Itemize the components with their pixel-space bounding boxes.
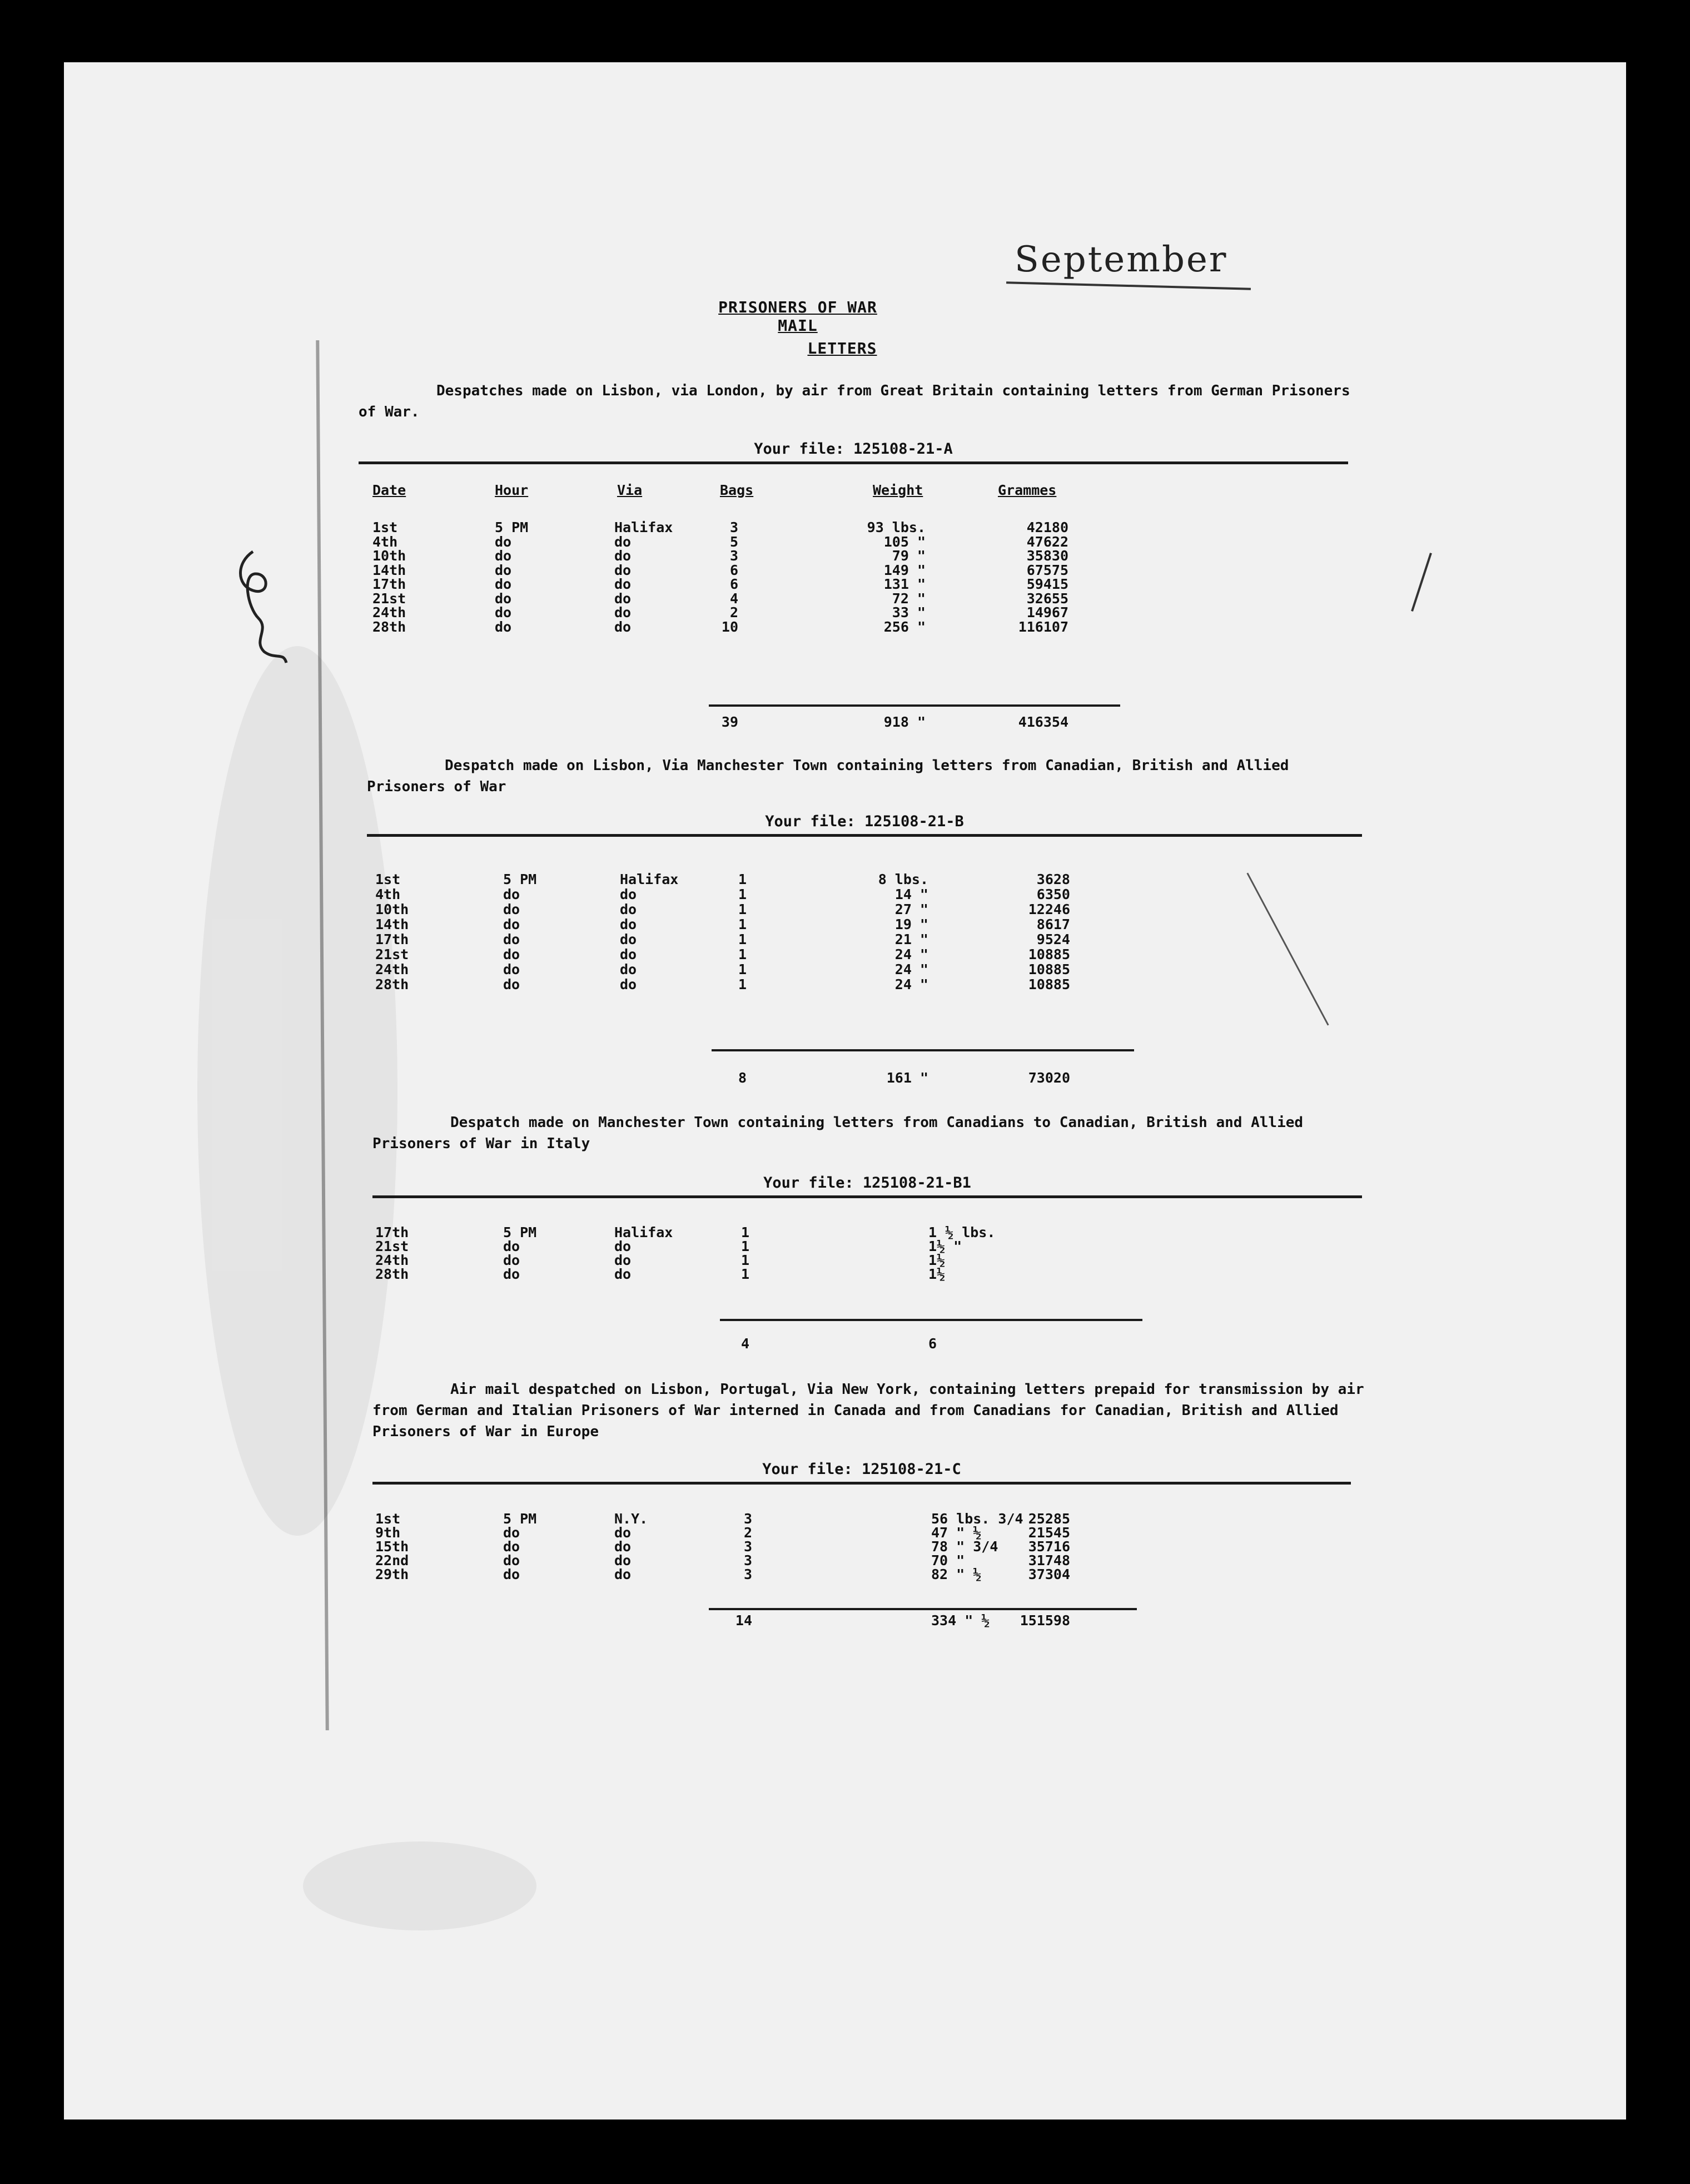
cell-weight: 105 " [883,533,926,550]
cell-weight: 24 " [894,961,928,977]
cell-date: 21st [375,946,409,962]
cell-date: 24th [375,1252,409,1268]
cell-via: do [620,886,637,902]
cell-grammes: 47622 [1026,533,1068,550]
cell-weight: 14 " [894,886,928,902]
cell-bags: 1 [738,871,747,887]
cell-hour: do [503,931,520,947]
section-d-intro: Air mail despatched on Lisbon, Portugal, Via New York, containing letters prepaid for transmission by air from German and Italian Prisoners of War interned in Canada and from Canadians for Canadian, British and Allied Prisoners of War in Europe [372,1381,1364,1440]
cell-grammes: 21545 [1028,1525,1070,1541]
cell-grammes: 42180 [1026,519,1068,535]
cell-bags: 4 [729,590,738,607]
cell-date: 14th [372,562,406,578]
cell-via: do [614,1552,632,1568]
cell-via: do [614,562,632,578]
cell-bags: 1 [738,916,747,932]
cell-date: 15th [375,1538,409,1555]
cell-date: 17th [375,1224,409,1240]
cell-weight: 33 " [892,604,926,621]
cell-grammes: 12246 [1028,901,1070,917]
header-grammes: Grammes [998,482,1057,498]
cell-via: do [614,604,632,621]
cell-via: do [614,1566,632,1582]
cell-via: do [614,1238,632,1254]
cell-hour: do [495,562,512,578]
margin-tick [1411,553,1432,612]
cell-via: Halifax [614,519,673,535]
cell-date: 29th [375,1566,409,1582]
cell-date: 17th [372,576,406,592]
cell-weight: 24 " [894,976,928,992]
cell-weight: 1 ½ lbs. [928,1224,996,1240]
cell-grammes: 14967 [1026,604,1068,621]
cell-hour: do [503,886,520,902]
cell-hour: 5 PM [503,1224,537,1240]
total-bags: 14 [735,1612,752,1629]
section-d-rule [372,1482,1351,1485]
cell-grammes: 25285 [1028,1511,1070,1527]
cell-date: 10th [375,901,409,917]
cell-hour: do [495,548,512,564]
cell-grammes: 3628 [1036,871,1070,887]
section-d-total-rule [709,1608,1137,1610]
section-a-total-rule [709,704,1120,707]
cell-date: 4th [375,886,401,902]
cell-weight: 82 " ½ [931,1566,982,1582]
cell-via: do [614,533,632,550]
cell-via: do [614,590,632,607]
header-weight: Weight [873,482,923,498]
cell-via: do [620,946,637,962]
cell-hour: do [495,576,512,592]
cell-date: 1st [375,1511,401,1527]
cell-via: do [614,576,632,592]
cell-grammes: 37304 [1028,1566,1070,1582]
cell-weight: 21 " [894,931,928,947]
cell-grammes: 8617 [1036,916,1070,932]
section-c-rule [372,1195,1362,1198]
total-grammes: 416354 [1018,714,1068,730]
cell-bags: 1 [738,946,747,962]
cell-weight: 1½ " [928,1238,962,1254]
cell-weight: 78 " 3/4 [931,1538,998,1555]
cell-hour: do [503,1238,520,1254]
cell-grammes: 35830 [1026,548,1068,564]
cell-date: 10th [372,548,406,564]
cell-weight: 93 lbs. [867,519,926,535]
cell-hour: do [503,1252,520,1268]
section-b-total-rule [712,1049,1134,1051]
handwritten-annotation: September [1015,239,1228,280]
cell-bags: 1 [738,961,747,977]
cell-hour: do [503,1552,520,1568]
cell-hour: do [495,590,512,607]
cell-weight: 79 " [892,548,926,564]
header-date: Date [372,482,406,498]
cell-bags: 3 [729,548,738,564]
section-d-file: Your file: 125108-21-C [762,1461,961,1478]
cell-bags: 1 [740,1224,749,1240]
cell-hour: do [503,1525,520,1541]
scan-smudge [303,1841,536,1930]
cell-via: Halifax [620,871,679,887]
cell-hour: do [503,916,520,932]
cell-hour: do [495,618,512,635]
cell-grammes: 31748 [1028,1552,1070,1568]
document-title: PRISONERS OF WAR MAIL [718,298,877,335]
cell-hour: 5 PM [495,519,529,535]
cell-weight: 47 " ½ [931,1525,982,1541]
cell-bags: 2 [729,604,738,621]
cell-date: 1st [372,519,398,535]
cell-hour: do [503,1266,520,1282]
cell-bags: 6 [729,562,738,578]
total-weight: 918 " [883,714,926,730]
cell-via: do [614,618,632,635]
cell-weight: 149 " [883,562,926,578]
cell-date: 28th [375,976,409,992]
cell-hour: do [503,1566,520,1582]
cell-weight: 70 " [931,1552,965,1568]
cell-date: 17th [375,931,409,947]
cell-via: do [614,1252,632,1268]
cell-bags: 1 [738,886,747,902]
annotation-underline [1006,281,1251,290]
total-weight: 161 " [886,1070,928,1086]
cell-grammes: 35716 [1028,1538,1070,1555]
cell-hour: do [503,901,520,917]
section-a-intro: Despatches made on Lisbon, via London, by air from Great Britain containing letters from German Prisoners of War. [359,383,1350,420]
cell-bags: 3 [743,1538,752,1555]
cell-grammes: 59415 [1026,576,1068,592]
cell-date: 24th [372,604,406,621]
section-a-rule [359,461,1348,464]
cell-via: do [614,1266,632,1282]
cell-weight: 56 lbs. 3/4 [931,1511,1023,1527]
section-b-rule [367,834,1362,837]
cell-via: do [614,1525,632,1541]
cell-date: 4th [372,533,398,550]
cell-grammes: 116107 [1018,618,1068,635]
cell-date: 28th [375,1266,409,1282]
cell-bags: 1 [740,1252,749,1268]
section-c-intro: Despatch made on Manchester Town containing letters from Canadians to Canadian, British and Allied Prisoners of War in Italy [372,1114,1304,1152]
cell-hour: 5 PM [503,871,537,887]
cell-bags: 3 [743,1552,752,1568]
section-b-intro: Despatch made on Lisbon, Via Manchester Town containing letters from Canadian, British and Allied Prisoners of War [367,757,1289,795]
cell-via: do [620,931,637,947]
section-a-file: Your file: 125108-21-A [754,440,953,458]
cell-weight: 8 lbs. [878,871,928,887]
cell-hour: do [503,1538,520,1555]
cell-weight: 256 " [883,618,926,635]
cell-via: do [620,976,637,992]
cell-grammes: 32655 [1026,590,1068,607]
total-weight: 6 [928,1336,937,1352]
cell-hour: do [503,946,520,962]
cell-via: do [620,961,637,977]
total-weight: 334 " ½ [931,1612,990,1629]
cell-weight: 27 " [894,901,928,917]
section-b-file: Your file: 125108-21-B [765,813,964,830]
cell-date: 14th [375,916,409,932]
cell-weight: 72 " [892,590,926,607]
cell-hour: 5 PM [503,1511,537,1527]
scratch-mark [1246,872,1329,1025]
cell-bags: 3 [743,1566,752,1582]
header-via: Via [617,482,643,498]
cell-via: Halifax [614,1224,673,1240]
cell-hour: do [503,961,520,977]
section-c-file: Your file: 125108-21-B1 [763,1174,971,1192]
cell-hour: do [495,604,512,621]
section-c-total-rule [720,1319,1142,1321]
cell-via: do [614,548,632,564]
cell-grammes: 6350 [1036,886,1070,902]
cell-hour: do [495,533,512,550]
cell-bags: 1 [740,1266,749,1282]
cell-grammes: 10885 [1028,961,1070,977]
cell-bags: 1 [738,901,747,917]
cell-bags: 1 [738,931,747,947]
document-subtitle: LETTERS [807,339,877,358]
cell-bags: 1 [740,1238,749,1254]
cell-bags: 6 [729,576,738,592]
cell-date: 28th [372,618,406,635]
cell-date: 9th [375,1525,401,1541]
cell-grammes: 10885 [1028,946,1070,962]
cell-bags: 2 [743,1525,752,1541]
cell-weight: 24 " [894,946,928,962]
cell-bags: 3 [743,1511,752,1527]
cell-grammes: 10885 [1028,976,1070,992]
cell-via: do [614,1538,632,1555]
cell-date: 21st [375,1238,409,1254]
total-grammes: 73020 [1028,1070,1070,1086]
cell-via: do [620,901,637,917]
total-bags: 39 [721,714,738,730]
margin-scribble [231,540,297,674]
cell-weight: 131 " [883,576,926,592]
cell-hour: do [503,976,520,992]
cell-bags: 10 [721,618,738,635]
cell-weight: 1½ [928,1266,946,1282]
cell-date: 21st [372,590,406,607]
cell-date: 24th [375,961,409,977]
cell-weight: 19 " [894,916,928,932]
cell-bags: 3 [729,519,738,535]
cell-weight: 1½ [928,1252,946,1268]
total-grammes: 151598 [1020,1612,1070,1629]
document-page [64,62,1626,2120]
cell-bags: 1 [738,976,747,992]
cell-grammes: 9524 [1036,931,1070,947]
header-bags: Bags [720,482,754,498]
cell-via: do [620,916,637,932]
cell-bags: 5 [729,533,738,550]
total-bags: 4 [740,1336,749,1352]
header-hour: Hour [495,482,529,498]
cell-date: 1st [375,871,401,887]
cell-grammes: 67575 [1026,562,1068,578]
cell-via: N.Y. [614,1511,648,1527]
total-bags: 8 [738,1070,747,1086]
cell-date: 22nd [375,1552,409,1568]
